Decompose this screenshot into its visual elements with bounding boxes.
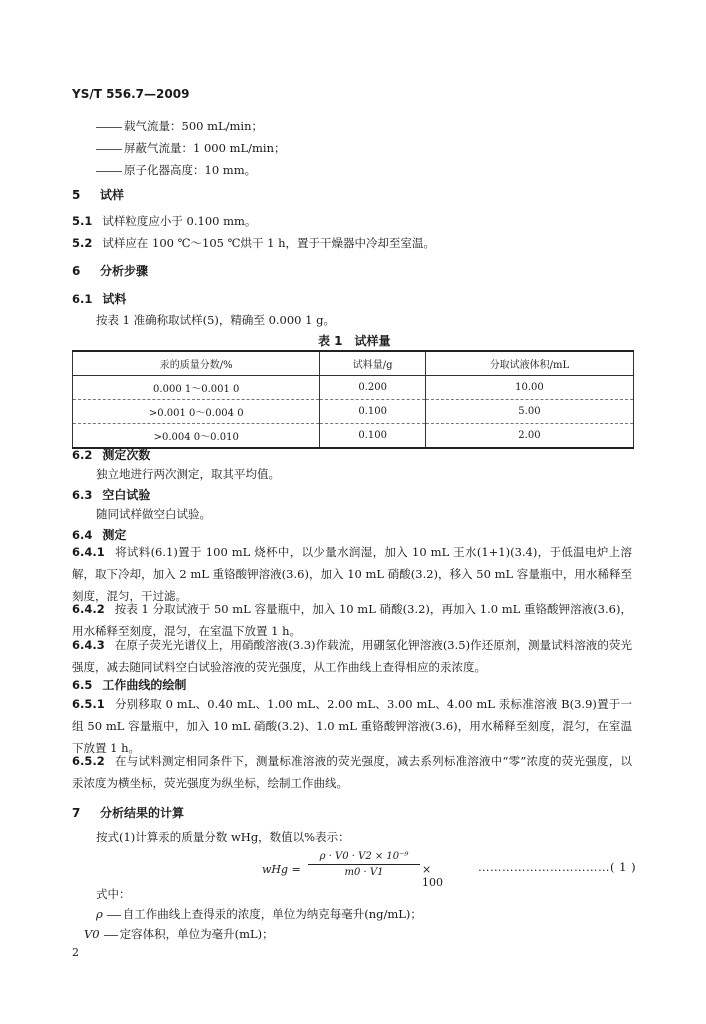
param-text: 原子化器高度：10 mm。 — [124, 163, 257, 177]
param-carrier-gas — [96, 118, 263, 134]
section-7-heading: 7 分析结果的计算 — [72, 806, 185, 820]
clause-6-2-heading: 6.2 测定次数 — [72, 448, 151, 462]
header-aliquot-volume: 分取试液体积/mL — [425, 351, 633, 376]
document-id: YS/T 556.7—2009 — [72, 87, 190, 101]
equation-1 — [262, 849, 452, 889]
equation-number: ……………………………( 1 ) — [478, 860, 637, 874]
clause-6-5-1: 6.5.1 分别移取 0 mL、0.40 mL、1.00 mL、2.00 mL、3.00 mL、4.00 mL 汞标准溶液 B(3.9)置于一组 50 mL 容量瓶中，加入 10 mL 硝酸(3.2)、1.0 mL 重铬酸钾溶液(3.6)，用水稀释至刻度，混匀，在室温下放置 1 h。 — [72, 697, 632, 755]
table-cell: 0.100 — [320, 400, 425, 424]
clause-6-4-heading: 6.4 测定 — [72, 528, 127, 542]
equation-lhs: wHg = — [262, 863, 301, 876]
param-shield-gas — [96, 140, 285, 156]
table-row — [73, 400, 634, 424]
equation-numerator: ρ · V0 · V2 × 10⁻⁹ — [308, 851, 420, 865]
clause-5-1: 5.1 试样粒度应小于 0.100 mm。 — [72, 214, 257, 228]
dash-mark — [96, 171, 122, 172]
dash-mark — [96, 127, 122, 128]
clause-6-4-2: 6.4.2 按表 1 分取试液于 50 mL 容量瓶中，加入 10 mL 硝酸(3.2)，再加入 1.0 mL 重铬酸钾溶液(3.6)，用水稀释至刻度，混匀，在室温下放置 1 h。 — [72, 602, 632, 638]
param-text: 屏蔽气流量：1 000 mL/min； — [124, 141, 286, 155]
page-number: 2 — [72, 946, 79, 959]
table-header-row — [73, 351, 634, 376]
table-cell: >0.004 0～0.010 — [73, 424, 320, 449]
section-5-heading: 5 试样 — [72, 188, 125, 202]
section-7-intro: 按式(1)计算汞的质量分数 wHg，数值以%表示： — [96, 830, 350, 844]
equation-fraction — [308, 851, 420, 878]
table-cell: 5.00 — [425, 400, 633, 424]
clause-6-1-text: 按表 1 准确称取试样(5)，精确至 0.000 1 g。 — [96, 313, 335, 327]
equation-multiplier: × 100 — [422, 863, 443, 889]
definition-rho: ρ 自工作曲线上查得汞的浓度，单位为纳克每毫升(ng/mL)； — [96, 907, 422, 921]
table-cell: 0.200 — [320, 376, 425, 400]
where-label: 式中： — [96, 887, 131, 901]
equation-denominator: m0 · V1 — [344, 867, 384, 878]
param-text: 载气流量：500 mL/min； — [124, 119, 264, 133]
clause-6-4-3: 6.4.3 在原子荧光光谱仪上，用硝酸溶液(3.3)作载流，用硼氢化钾溶液(3.5)作还原剂，测量试料溶液的荧光强度，减去随同试料空白试验溶液的荧光强度，从工作曲线上查得相应的汞浓度。 — [72, 638, 632, 674]
table-cell: >0.001 0～0.004 0 — [73, 400, 320, 424]
table-cell: 0.100 — [320, 424, 425, 449]
definition-v0: V0 定容体积，单位为毫升(mL)； — [84, 927, 274, 941]
header-sample-mass: 试料量/g — [320, 351, 425, 376]
header-mass-fraction: 汞的质量分数/% — [73, 351, 320, 376]
clause-6-2-text: 独立地进行两次测定，取其平均值。 — [96, 467, 280, 481]
table-cell: 0.000 1～0.001 0 — [73, 376, 320, 400]
param-atomizer-height — [96, 162, 256, 178]
table-cell: 10.00 — [425, 376, 633, 400]
table-cell: 2.00 — [425, 424, 633, 449]
table-row — [73, 424, 634, 449]
clause-6-5-heading: 6.5 工作曲线的绘制 — [72, 678, 187, 692]
table-1-caption: 表 1 试样量 — [318, 334, 391, 348]
clause-6-4-1: 6.4.1 将试料(6.1)置于 100 mL 烧杯中，以少量水润湿，加入 10 mL 王水(1+1)(3.4)，于低温电炉上溶解，取下冷却，加入 2 mL 重铬酸钾溶液(3.6)，加入 10 mL 硝酸(3.2)，移入 50 mL 容量瓶中，用水稀释至刻度，混匀，干过滤。 — [72, 545, 632, 603]
section-6-heading: 6 分析步骤 — [72, 264, 149, 278]
clause-5-2: 5.2 试样应在 100 ℃～105 ℃烘干 1 h，置于干燥器中冷却至室温。 — [72, 236, 436, 250]
dash-mark — [96, 149, 122, 150]
sample-amount-table — [72, 350, 634, 449]
clause-6-3-text: 随同试样做空白试验。 — [96, 507, 211, 521]
clause-6-3-heading: 6.3 空白试验 — [72, 488, 151, 502]
table-row — [73, 376, 634, 400]
clause-6-5-2: 6.5.2 在与试料测定相同条件下，测量标准溶液的荧光强度，减去系列标准溶液中“零”浓度的荧光强度，以汞浓度为横坐标，荧光强度为纵坐标，绘制工作曲线。 — [72, 754, 632, 790]
clause-6-1-heading: 6.1 试料 — [72, 292, 127, 306]
